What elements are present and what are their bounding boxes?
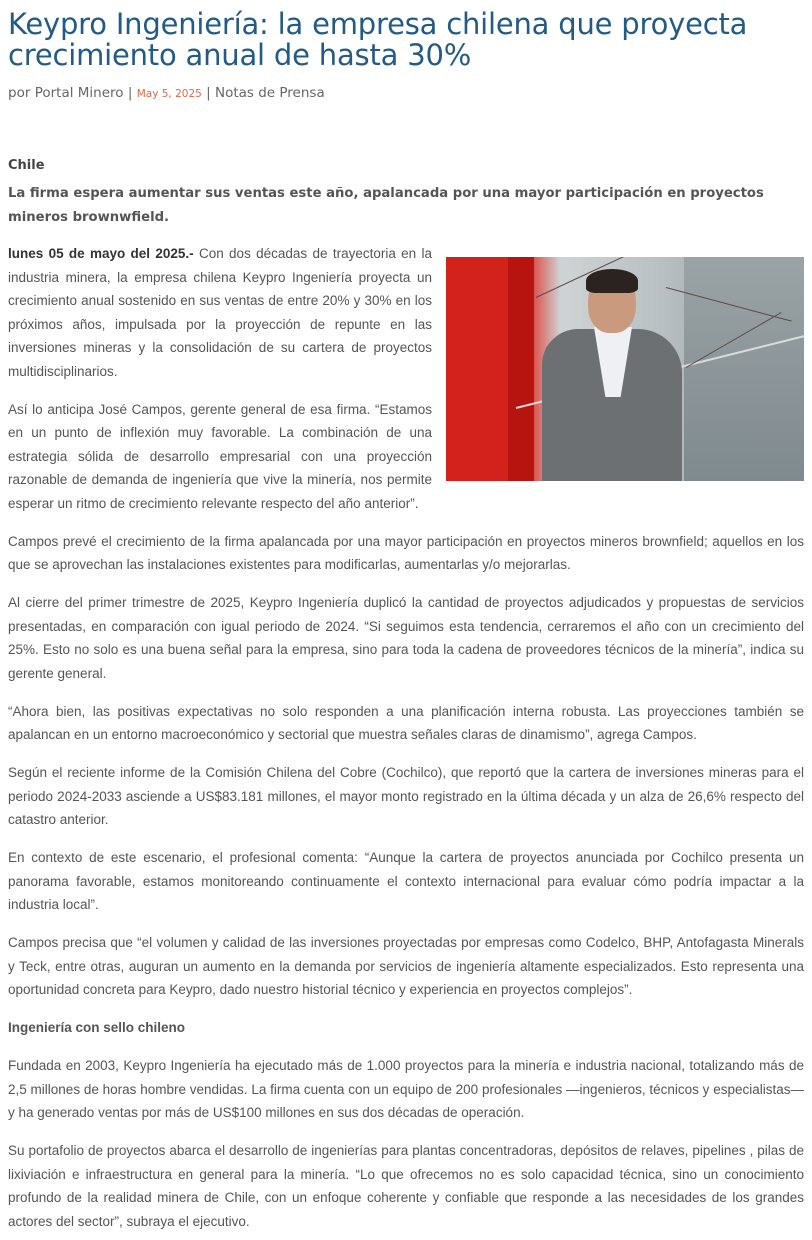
byline-prefix: por xyxy=(8,85,31,101)
paragraph: Su portafolio de proyectos abarca el desarrollo de ingenierías para plantas concentradoras, depósitos de relaves, pipelines , pilas de lixiviación e infraestructura en general para la minería. “Lo que ofrecemos no es solo capacidad técnica, sino un conocimiento profundo de la realidad minera de Chile, con un enfoque coherente y confiable que responde a las necesidades de los grandes actores del sector”, subraya el ejecutivo. xyxy=(8,1143,804,1229)
article xyxy=(8,0,804,1240)
paragraph: Al cierre del primer trimestre de 2025, Keypro Ingeniería duplicó la cantidad de proyectos adjudicados y propuestas de servicios presentadas, en comparación con igual periodo de 2024. “Si seguimos esta tendencia, cerraremos el año con un crecimiento del 25%. Esto no solo es una buena señal para la empresa, sino para toda la cadena de proveedores técnicos de la minería”, indica su gerente general. xyxy=(8,595,804,681)
paragraph: Según el reciente informe de la Comisión Chilena del Cobre (Cochilco), que reportó que la cartera de inversiones mineras para el periodo 2024-2033 asciende a US$83.181 millones, el mayor monto registrado en la última década y un alza de 26,6% respecto del catastro anterior. xyxy=(8,765,804,827)
section-subheading: Ingeniería con sello chileno xyxy=(8,1020,186,1035)
paragraph: Campos prevé el crecimiento de la firma apalancada por una mayor participación en proyectos mineros brownfield; aquellos en los que se aprovechan las instalaciones existentes para modificarlas, aumentarlas y/o mejorarlas. xyxy=(8,533,804,572)
red-wall-shadow xyxy=(508,257,534,481)
paragraph: “Ahora bien, las positivas expectativas no solo responden a una planificación interna robusta. Las proyecciones también se apalancan en un entorno macroeconómico y sectorial que muestra señales claras de dinamismo”, agrega Campos. xyxy=(8,703,804,742)
article-photo xyxy=(446,257,804,481)
article-lead: La firma espera aumentar sus ventas este año, apalancada por una mayor participación en proyectos mineros brownwfield. xyxy=(8,186,764,225)
paragraph: En contexto de este escenario, el profesional comenta: “Aunque la cartera de proyectos anunciada por Cochilco presenta un panorama favorable, estamos monitoreando continuamente el contexto internacional para evaluar cómo podría impactar a la industria local”. xyxy=(8,850,804,912)
article-body xyxy=(8,242,804,1233)
person-hair xyxy=(586,269,638,293)
paragraph: Fundada en 2003, Keypro Ingeniería ha ejecutado más de 1.000 proyectos para la minería e industria nacional, totalizando más de 2,5 millones de horas hombre vendidas. La firma cuenta con un equipo de 200 profesionales —ingenieros, técnicos y especialistas— y ha generado ventas por más de US$100 millones en sus dos décadas de operación. xyxy=(8,1058,804,1120)
paragraph: Así lo anticipa José Campos, gerente general de esa firma. “Estamos en un punto de inflexión muy favorable. La combinación de una estrategia sólida de desarrollo empresarial con una proyección razonable de demanda de ingeniería que vive la minería, nos permite esperar un ritmo de crecimiento relevante respecto del año anterior”. xyxy=(8,401,432,511)
author-link[interactable]: Portal Minero xyxy=(34,85,124,101)
paragraph-text: Con dos décadas de trayectoria en la industria minera, la empresa chilena Keypro Ingeniería proyecta un crecimiento anual sostenido en sus ventas de entre 20% y 30% en los próximos años, impulsada por la proyección de repunte en las inversiones mineras y la consolidación de su cartera de proyectos multidisciplinarios. xyxy=(8,246,432,379)
paragraph: Campos precisa que “el volumen y calidad de las inversiones proyectadas por empresas como Codelco, BHP, Antofagasta Minerals y Teck, entre otras, auguran un aumento en la demanda por servicios de ingeniería altamente especializados. Esto representa una oportunidad concreta para Keypro, dado nuestro historial técnico y experiencia en proyectos complejos”. xyxy=(8,935,804,997)
country-label: Chile xyxy=(8,158,45,173)
article-meta xyxy=(8,83,804,104)
background-building xyxy=(684,257,804,481)
article-title: Keypro Ingeniería: la empresa chilena que proyecta crecimiento anual de hasta 30% xyxy=(8,7,748,72)
meta-separator: | xyxy=(127,85,133,101)
category-link[interactable]: Notas de Prensa xyxy=(214,85,325,101)
meta-separator: | xyxy=(206,85,211,101)
dateline: lunes 05 de mayo del 2025.- xyxy=(8,246,194,261)
publish-date: May 5, 2025 xyxy=(136,88,202,100)
